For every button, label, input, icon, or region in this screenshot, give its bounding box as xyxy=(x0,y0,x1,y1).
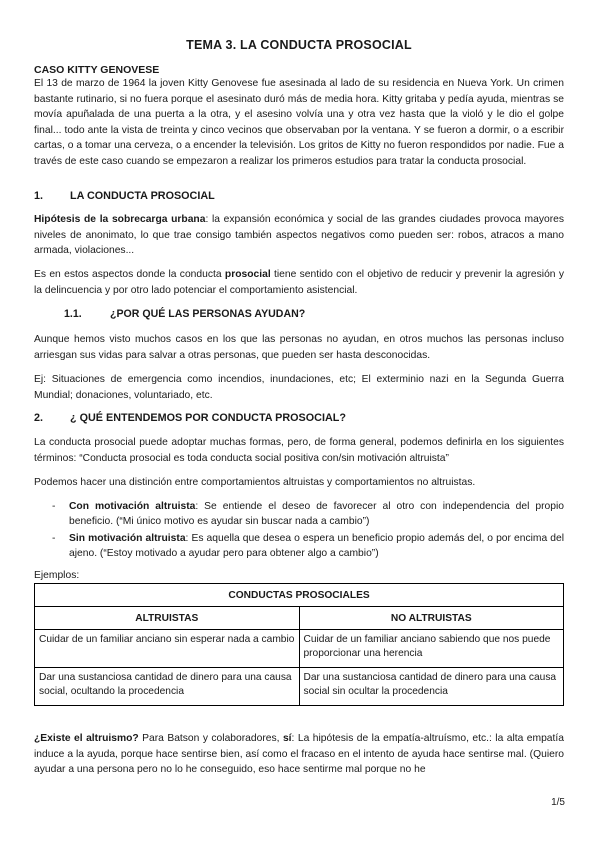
section-2-title: ¿ QUÉ ENTENDEMOS POR CONDUCTA PROSOCIAL? xyxy=(70,412,346,424)
section-1-heading xyxy=(34,190,215,202)
section-1-1-number: 1.1. xyxy=(64,308,82,320)
altruism-text-2: : La hipótesis de la empatía-altruísmo, etc.: la alta empatía induce a la ayuda, porque hace sentirse bien, así como el fracaso en el intento de ayuda hace sentirse mal. (Quiero ayudar a una persona pero no lo he conseguido, eso hace sentirme mal porque no he xyxy=(34,733,564,776)
table-cell: Cuidar de un familiar anciano sin esperar nada a cambio xyxy=(35,630,300,668)
section-1-paragraph-1 xyxy=(34,212,564,259)
table-title-row xyxy=(35,584,564,607)
examples-label: Ejemplos: xyxy=(34,570,80,581)
section-2-paragraph-2: Podemos hacer una distinción entre comportamientos altruistas y comportamientos no altruistas. xyxy=(34,477,476,488)
prosocial-conduct-table xyxy=(34,583,564,706)
table-cell: Dar una sustanciosa cantidad de dinero para una causa social sin ocultar la procedencia xyxy=(299,668,564,706)
table-header-row xyxy=(35,607,564,630)
section-1-title: LA CONDUCTA PROSOCIAL xyxy=(70,190,215,202)
table-cell: Cuidar de un familiar anciano sabiendo que nos puede proporcionar una herencia xyxy=(299,630,564,668)
column-header-no-altruistas: NO ALTRUISTAS xyxy=(299,607,564,630)
list-dash: - xyxy=(52,533,56,545)
section-1-p2-pre: Es en estos aspectos donde la conducta xyxy=(34,269,225,280)
section-1-1-title: ¿POR QUÉ LAS PERSONAS AYUDAN? xyxy=(110,308,306,320)
section-1-number: 1. xyxy=(34,190,44,202)
case-paragraph: El 13 de marzo de 1964 la joven Kitty Genovese fue asesinada al lado de su residencia en Nueva York. Un crimen bastante rutinario, si no fuera porque el asesinato duró más de media hora. Kitty gritaba y pedía ayuda, mientras se movía apuñalada de una puerta a la otra, y el asesino volvía una y otra vez hasta que la violó y le dio el golpe final... todo ante la vista de treinta y cinco vecinos que observaban por la ventana. Y se fueron a dormir, o a escribir cartas, o a tomar una cerveza, o a encender la televisión. Los gritos de Kitty no fueron respondidos por nadie. Fue a través de este caso cuando se empezaron a realizar los primeros estudios para tratar la conducta prosocial. xyxy=(34,78,564,167)
altruism-answer: sí xyxy=(282,733,292,744)
altruism-text-1: Para Batson y colaboradores, xyxy=(138,733,283,744)
table-cell: Dar una sustanciosa cantidad de dinero para una causa social, ocultando la procedencia xyxy=(35,668,300,706)
altruism-paragraph xyxy=(34,731,564,778)
section-1-1-heading xyxy=(64,308,305,320)
section-1-p2-bold: prosocial xyxy=(224,269,271,280)
altruism-types-list xyxy=(52,500,564,564)
case-heading: CASO KITTY GENOVESE xyxy=(34,64,160,76)
section-1-p1-bold: Hipótesis de la sobrecarga urbana xyxy=(34,214,206,225)
section-1-p2-post: tiene sentido con el objetivo de reducir y prevenir la agresión y la delincuencia y por otro lado potenciar el comportamiento asistencial. xyxy=(34,269,564,296)
table-row xyxy=(35,668,564,706)
list-item-term: Sin motivación altruista xyxy=(69,533,186,545)
list-item-text: : Se entiende el deseo de favorecer al otro con independencia del propio beneficio. (“Mi único motivo es ayudar sin buscar nada a cambio”) xyxy=(69,501,565,527)
section-2-number: 2. xyxy=(34,412,44,424)
section-1-1-paragraph-1: Aunque hemos visto muchos casos en los que las personas no ayudan, en otros muchos las personas incluso arriesgan sus vidas para salvar a otras personas, que pueden ser hasta desconocidas. xyxy=(34,334,564,361)
list-item xyxy=(52,532,564,561)
altruism-question: ¿Existe el altruismo? xyxy=(34,733,139,744)
section-1-p1-text: : la expansión económica y social de las grandes ciudades provoca mayores niveles de anonimato, lo que trae consigo también aspectos negativos como pueden ser: robos, atracos a mano armada, violaciones... xyxy=(34,214,564,257)
section-1-paragraph-2 xyxy=(34,267,564,298)
list-dash: - xyxy=(52,501,56,512)
list-item-term: Con motivación altruista xyxy=(69,501,196,512)
table-row xyxy=(35,630,564,668)
list-item xyxy=(52,500,564,529)
section-2-heading xyxy=(34,412,346,424)
section-2-paragraph-1: La conducta prosocial puede adoptar muchas formas, pero, de forma general, podemos definirla en los siguientes términos: “Conducta prosocial es toda conducta social positiva con/sin motivación altruista” xyxy=(34,437,564,464)
page-title: TEMA 3. LA CONDUCTA PROSOCIAL xyxy=(186,38,412,52)
section-1-1-paragraph-2: Ej: Situaciones de emergencia como incendios, inundaciones, etc; El exterminio nazi en la Segunda Guerra Mundial; donaciones, voluntariado, etc. xyxy=(34,374,564,401)
table-title: CONDUCTAS PROSOCIALES xyxy=(35,584,564,607)
list-item-text: : Es aquella que desea o espera un beneficio propio además del, o por encima del ajeno. (“Estoy motivado a ayudar pero para obtener algo a cambio”) xyxy=(69,533,564,559)
column-header-altruistas: ALTRUISTAS xyxy=(35,607,300,630)
page-number: 1/5 xyxy=(551,797,565,808)
